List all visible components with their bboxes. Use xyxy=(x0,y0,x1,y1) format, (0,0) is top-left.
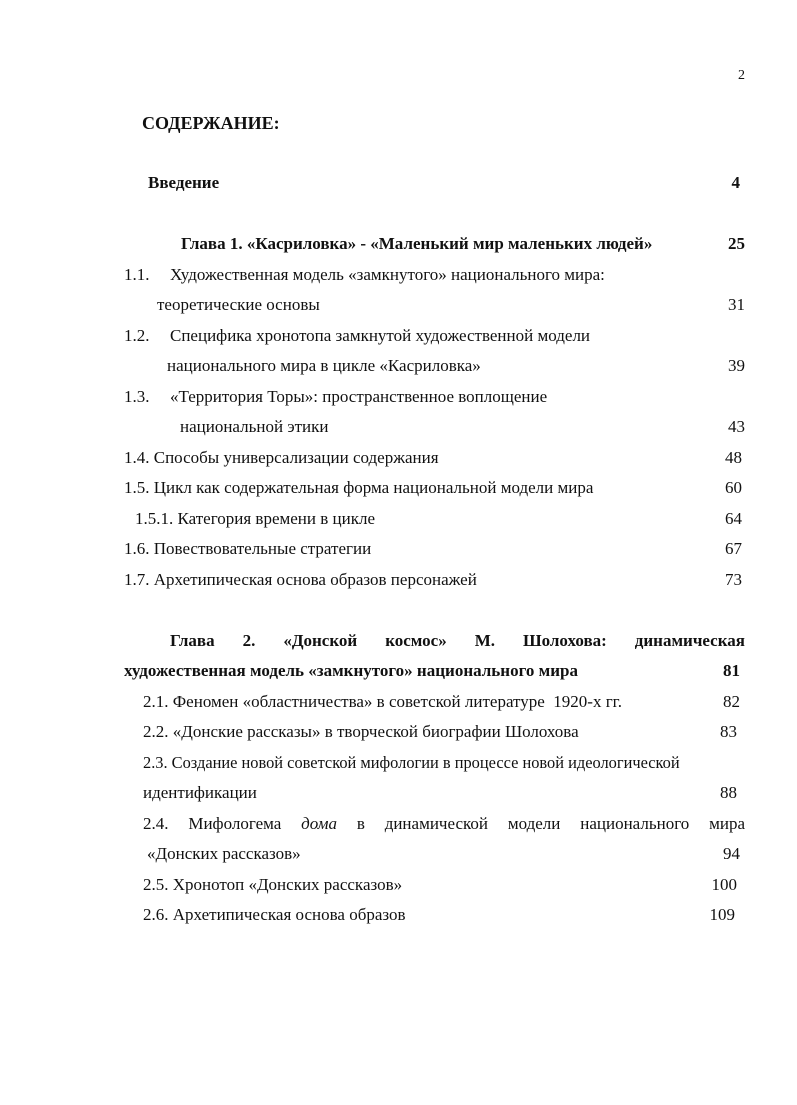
section-title-line2: национальной этики xyxy=(180,417,329,436)
section-title-word: Мифологема xyxy=(188,814,282,833)
section-title-word: в xyxy=(356,814,365,833)
section-page: 39 xyxy=(728,356,745,375)
toc-entry-page: 4 xyxy=(731,173,740,192)
section-title: 1.7. Архетипическая основа образов персонажей xyxy=(124,570,477,589)
chapter-page: 25 xyxy=(728,234,745,253)
section-title-word: дома xyxy=(301,814,337,833)
section-page: 60 xyxy=(725,478,742,497)
section-page: 100 xyxy=(711,875,737,894)
section-title-word: мира xyxy=(709,814,745,833)
chapter-title-word: Шолохова: xyxy=(522,631,607,650)
section-title: 1.5. Цикл как содержательная форма национальной модели мира xyxy=(124,478,594,497)
section-title-word: национального xyxy=(580,814,690,833)
section-title: 1.5.1. Категория времени в цикле xyxy=(135,509,375,528)
chapter-page: 81 xyxy=(723,661,740,680)
chapter-title: Глава 1. «Касриловка» - «Маленький мир маленьких людей» xyxy=(181,234,653,253)
section-title: 1.6. Повествовательные стратегии xyxy=(124,539,372,558)
section-title-line1: 2.3. Создание новой советской мифологии в процессе новой идеологической xyxy=(143,753,680,772)
section-title-line1: Художественная модель «замкнутого» национального мира: xyxy=(170,265,605,284)
chapter-title-word: Глава xyxy=(170,631,215,650)
section-page: 73 xyxy=(725,570,742,589)
section-title-line1: «Территория Торы»: пространственное воплощение xyxy=(170,387,548,406)
chapter-title-word: 2. xyxy=(242,631,256,650)
section-title-word: 2.4. xyxy=(143,814,169,833)
chapter-title-word: динамическая xyxy=(634,631,745,650)
section-page: 88 xyxy=(720,783,737,802)
section-page: 94 xyxy=(723,844,740,863)
section-title-line1: Специфика хронотопа замкнутой художественной модели xyxy=(170,326,591,345)
section-page: 67 xyxy=(725,539,742,558)
section-number: 1.1. xyxy=(124,265,150,284)
section-title: 2.6. Архетипическая основа образов xyxy=(143,905,406,924)
section-title-line2: идентификации xyxy=(143,783,257,802)
section-number: 1.2. xyxy=(124,326,150,345)
chapter-title-word: М. xyxy=(474,631,495,650)
page-number: 2 xyxy=(738,68,745,83)
chapter-title-word: космос» xyxy=(385,631,447,650)
section-title-line1 xyxy=(143,814,745,834)
chapter-title-line1 xyxy=(170,631,745,651)
toc-entry-title: Введение xyxy=(148,173,220,192)
section-page: 64 xyxy=(725,509,742,528)
section-page: 48 xyxy=(725,448,742,467)
section-title-word: динамической xyxy=(384,814,488,833)
section-title-word: модели xyxy=(507,814,561,833)
section-page: 83 xyxy=(720,722,737,741)
section-title: 1.4. Способы универсализации содержания xyxy=(124,448,439,467)
section-title-line2: теоретические основы xyxy=(157,295,320,314)
section-title-line2: «Донских рассказов» xyxy=(147,844,301,863)
section-page: 109 xyxy=(709,905,735,924)
section-page: 31 xyxy=(728,295,745,314)
section-page: 82 xyxy=(723,692,740,711)
section-number: 1.3. xyxy=(124,387,150,406)
chapter-title-word: «Донской xyxy=(283,631,358,650)
section-page: 43 xyxy=(728,417,745,436)
chapter-title-line2: художественная модель «замкнутого» национального мира xyxy=(124,661,578,680)
section-title: 2.5. Хронотоп «Донских рассказов» xyxy=(143,875,403,894)
section-title: 2.2. «Донские рассказы» в творческой биографии Шолохова xyxy=(143,722,579,741)
section-title: 2.1. Феномен «областничества» в советской литературе 1920-х гг. xyxy=(143,692,622,711)
section-title-line2: национального мира в цикле «Касриловка» xyxy=(167,356,481,375)
page-title: СОДЕРЖАНИЕ: xyxy=(142,113,280,133)
